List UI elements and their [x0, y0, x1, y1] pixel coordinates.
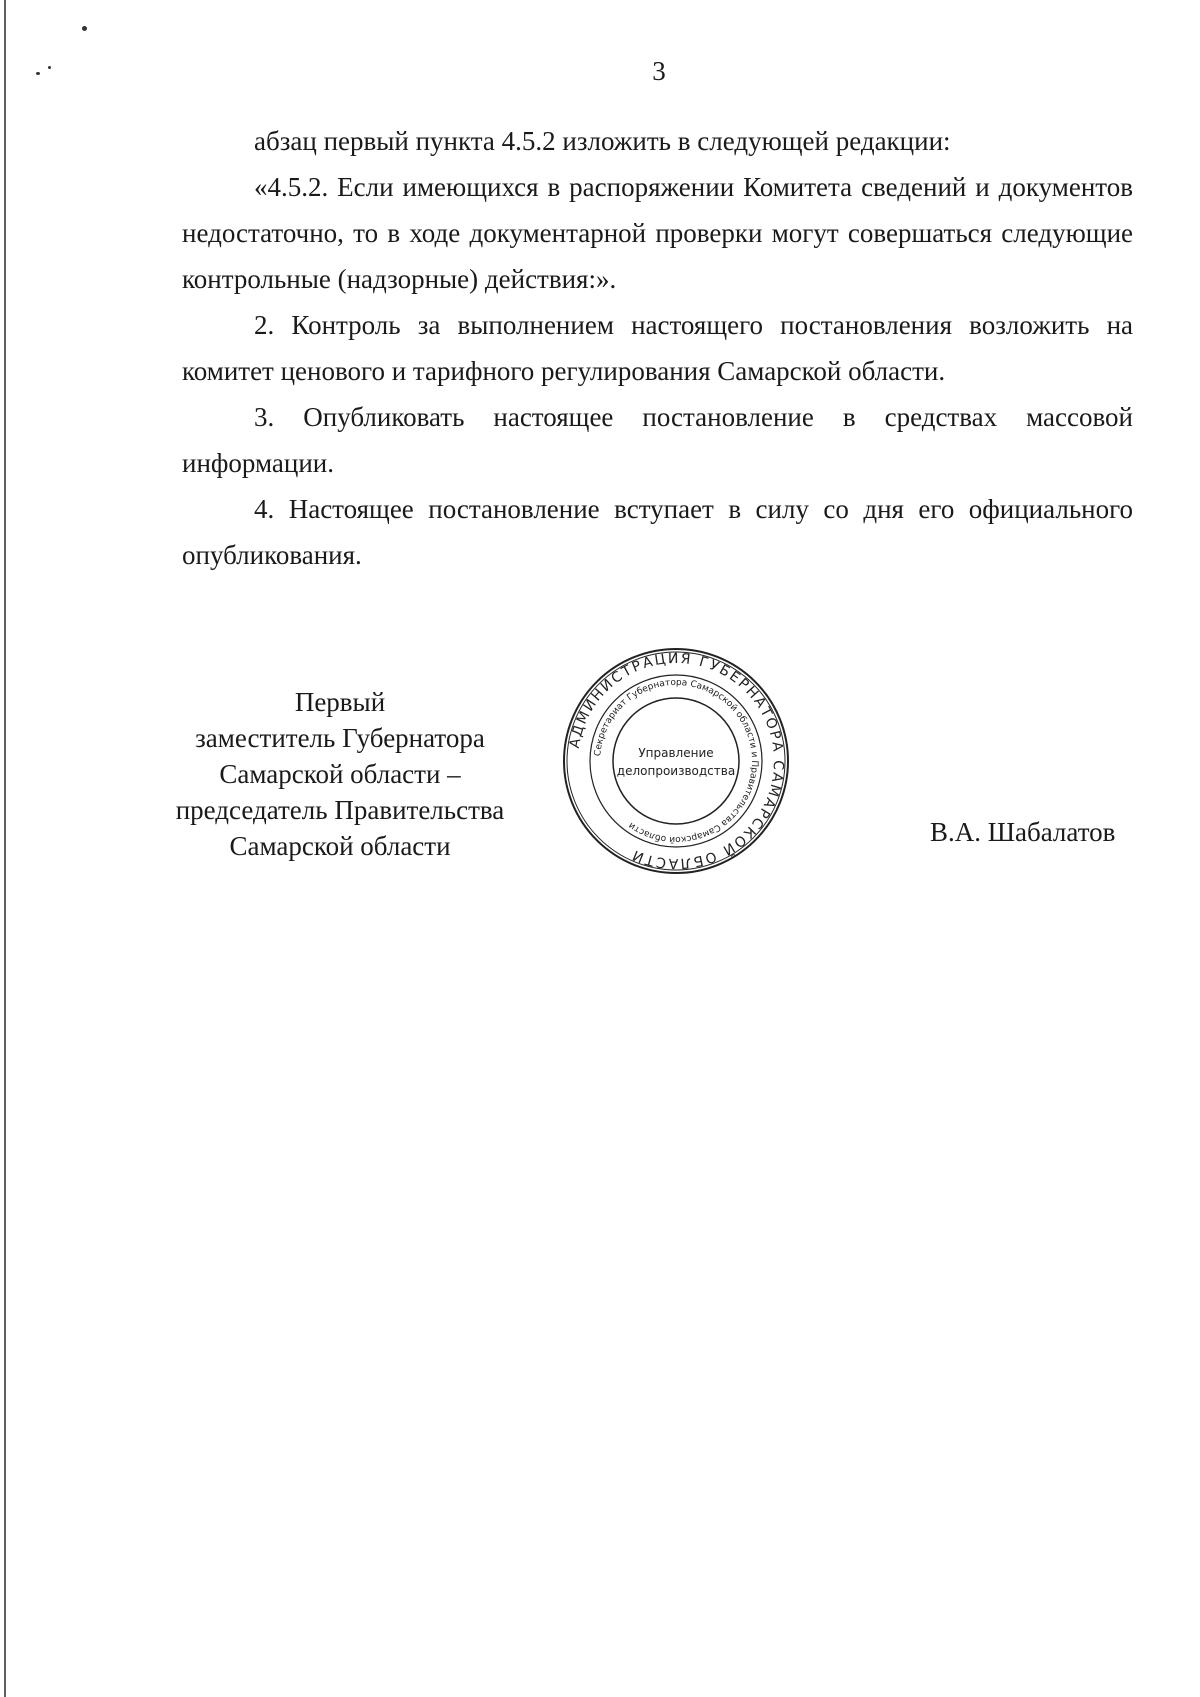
- paragraph: «4.5.2. Если имеющихся в распоряжении Комитета сведений и документов недостаточно, то в ходе документарной проверки могут совершаться следующие контрольные (надзорные) действия:».: [182, 172, 1133, 294]
- paragraph: абзац первый пункта 4.5.2 изложить в следующей редакции:: [254, 126, 951, 156]
- scan-speck: [82, 26, 87, 31]
- seal-middle-text: Секретариат Губернатора Самарской области и Правительства Самарской области: [593, 677, 760, 845]
- paragraph: 4. Настоящее постановление вступает в силу со дня его официального опубликования.: [182, 494, 1133, 570]
- page-number: 3: [652, 56, 666, 86]
- signatory-position: [140, 684, 540, 864]
- position-line: председатель Правительства: [175, 795, 505, 825]
- position-line: заместитель Губернатора: [195, 723, 485, 753]
- seal-center-line: делопроизводства: [616, 764, 736, 778]
- position-line: Самарской области: [229, 831, 451, 861]
- seal-center-line: Управление: [638, 746, 714, 760]
- svg-text:Секретариат Губернатора Самарс: [593, 678, 759, 844]
- paragraph: 3. Опубликовать настоящее постановление в средствах массовой информации.: [182, 402, 1133, 478]
- seal-outer-text: АДМИНИСТРАЦИЯ ГУБЕРНАТОРА САМАРСКОЙ ОБЛАСТИ: [566, 650, 787, 872]
- position-line: Первый: [294, 687, 386, 717]
- position-line: Самарской области –: [219, 759, 461, 789]
- signer-name: В.А. Шабалатов: [930, 817, 1116, 847]
- scan-edge-line: [4, 0, 6, 1697]
- document-body: [182, 118, 1133, 578]
- official-seal: [560, 645, 792, 877]
- paragraph: 2. Контроль за выполнением настоящего постановления возложить на комитет ценового и тарифного регулирования Самарской области.: [182, 310, 1133, 386]
